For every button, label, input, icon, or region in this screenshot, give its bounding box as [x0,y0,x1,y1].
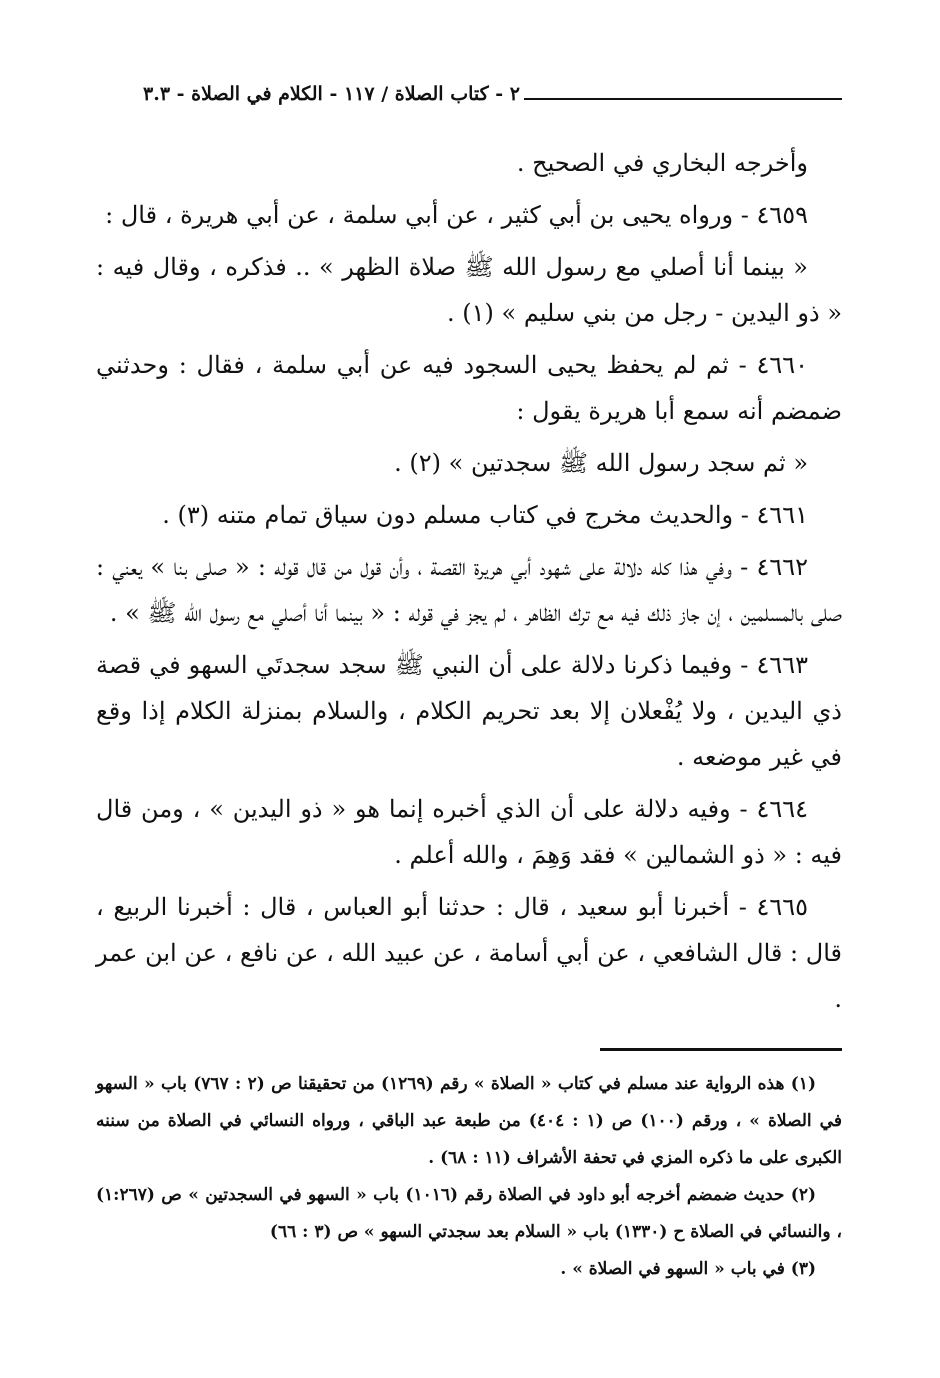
page-header [96,78,842,112]
footnote-separator [600,1048,842,1051]
paragraph-4665: ٤٦٦٥ - أخبرنا أبو سعيد ، قال : حدثنا أبو العباس ، قال : أخبرنا الربيع ، قال : قال الشافعي ، عن أبي أسامة ، عن عبيد الله ، عن نافع ، عن ابن عمر . [96,893,842,1013]
paragraph-4660: ٤٦٦٠ - ثم لم يحفظ يحيى السجود فيه عن أبي سلمة ، فقال : وحدثني ضمضم أنه سمع أبا هريرة يقول : [96,351,842,425]
paragraph-conclusion: وأخرجه البخاري في الصحيح . [516,149,808,177]
footnotes [96,1066,842,1288]
main-text [96,140,842,1028]
paragraph-4659-quote: « بينما أنا أصلي مع رسول الله ﷺ صلاة الظهر » .. فذكره ، وقال فيه : « ذو اليدين - رجل من بني سليم » (١) . [96,253,842,327]
running-title: ٢ - كتاب الصلاة / ١١٧ - الكلام في الصلاة - ٣.٣ [143,83,520,105]
footnote-2: (٢) حديث ضمضم أخرجه أبو داود في الصلاة رقم (١٠١٦) باب « السهو في السجدتين » ص (١:٢٦٧) ، والنسائي في الصلاة ح (١٣٣٠) باب « السلام بعد سجدتي السهو » ص (٣ : ٦٦) [96,1185,842,1242]
paragraph-4662: ٤٦٦٢ - وفي هذا كله دلالة على شهود أبي هريرة القصة ، وأن قول من قال قوله : « صلى بنا » يعني : صلى بالمسلمين ، إن جاز ذلك فيه مع ترك الظاهر ، لم يجز في قوله : « بينما أنا أصلي مع رسول الله ﷺ » . [96,553,842,627]
footnote-3: (٣) في باب « السهو في الصلاة » . [560,1259,816,1279]
paragraph-4664: ٤٦٦٤ - وفيه دلالة على أن الذي أخبره إنما هو « ذو اليدين » ، ومن قال فيه : « ذو الشمالين » فقد وَهِمَ ، والله أعلم . [96,795,842,869]
paragraph-4663: ٤٦٦٣ - وفيما ذكرنا دلالة على أن النبي ﷺ سجد سجدتَي السهو في قصة ذي اليدين ، ولا يُفْعلان إلا بعد تحريم الكلام ، والسلام بمنزلة الكلام إذا وقع في غير موضعه . [96,651,842,771]
paragraph-4661: ٤٦٦١ - والحديث مخرج في كتاب مسلم دون سياق تمام متنه (٣) . [162,501,808,529]
paragraph-4659: ٤٦٥٩ - ورواه يحيى بن أبي كثير ، عن أبي سلمة ، عن أبي هريرة ، قال : [105,201,808,229]
paragraph-4660-quote: « ثم سجد رسول الله ﷺ سجدتين » (٢) . [394,449,808,477]
footnote-1: (١) هذه الرواية عند مسلم في كتاب « الصلاة » رقم (١٢٦٩) من تحقيقنا ص (٢ : ٧٦٧) باب « السهو في الصلاة » ، ورقم (١٠٠) ص (١ : ٤٠٤) من طبعة عبد الباقي ، ورواه النسائي في الصلاة من سننه الكبرى على ما ذكره المزي في تحفة الأشراف (١١ : ٦٨) . [96,1074,842,1168]
header-rule [524,98,842,100]
